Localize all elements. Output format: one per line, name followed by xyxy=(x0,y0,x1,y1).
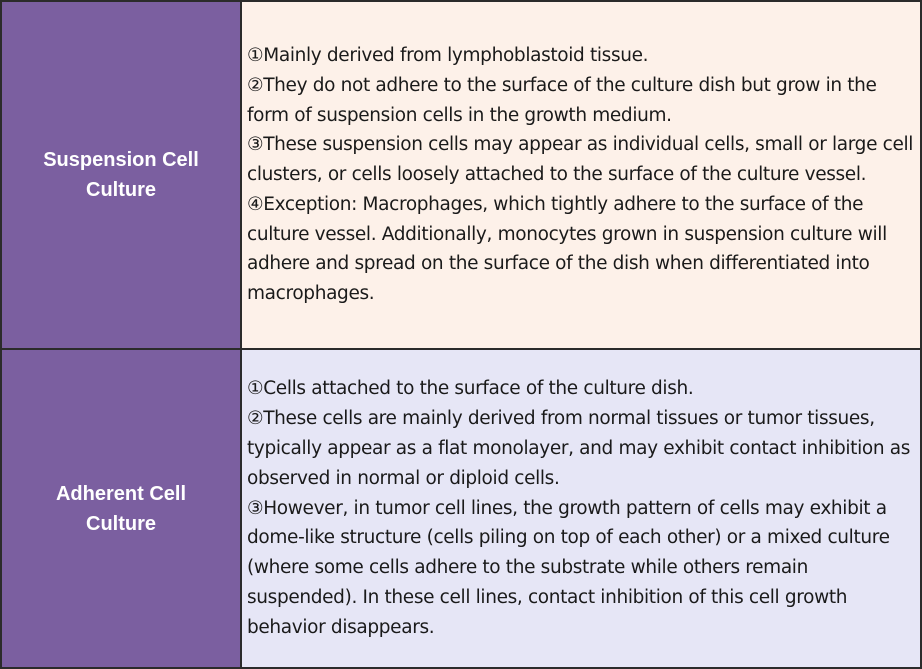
description-line: ③These suspension cells may appear as individual cells, small or large cell clusters, or cells loosely attached to the surface of the culture vessel. xyxy=(247,134,914,186)
description-line: ④Exception: Macrophages, which tightly adhere to the surface of the culture vessel. Additionally, monocytes grown in suspension culture will adhere and spread on the surface of the dish when differentiated into macrophages. xyxy=(247,193,887,305)
row-header-label: Suspension Cell Culture xyxy=(43,149,199,201)
description-line: ②They do not adhere to the surface of the culture dish but grow in the form of suspension cells in the growth medium. xyxy=(247,74,877,126)
row-description-adherent xyxy=(242,350,920,667)
row-header-label: Adherent Cell Culture xyxy=(55,482,187,535)
row-description-suspension xyxy=(242,2,920,348)
description-line: ③However, in tumor cell lines, the growth pattern of cells may exhibit a dome-like structure (cells piling on top of each other) or a mixed culture (where some cells adhere to the substrate while others remain suspended). In these cell lines, contact inhibition of this cell growth behavior disappears. xyxy=(247,497,890,638)
description-text xyxy=(247,374,916,642)
description-line: ①Cells attached to the surface of the culture dish. xyxy=(247,378,694,400)
row-header-suspension xyxy=(2,2,240,348)
description-line: ②These cells are mainly derived from normal tissues or tumor tissues, typically appear as a flat monolayer, and may exhibit contact inhibition as observed in normal or diploid cells. xyxy=(247,408,911,489)
row-header-adherent xyxy=(2,350,240,667)
description-line: ①Mainly derived from lymphoblastoid tissue. xyxy=(247,44,649,66)
description-text xyxy=(247,41,916,309)
